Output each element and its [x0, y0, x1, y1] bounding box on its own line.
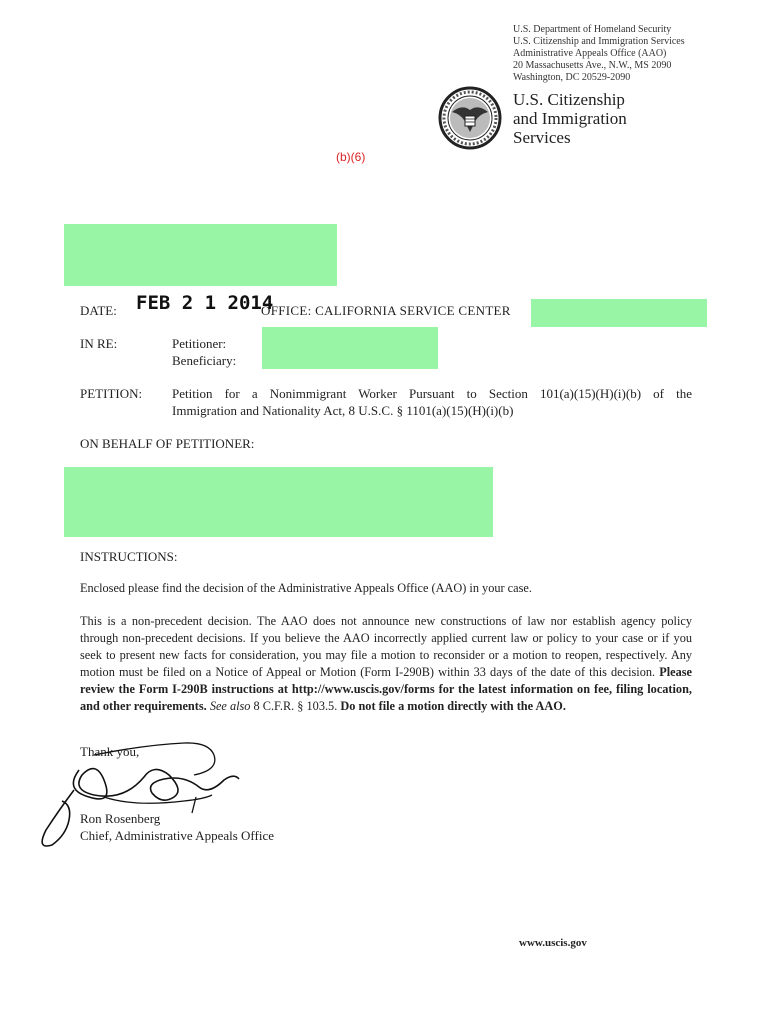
- date-label: DATE:: [80, 303, 117, 318]
- paragraph-bold-warning: Do not file a motion directly with the AAO.: [340, 699, 566, 713]
- agency-line: U.S. Citizenship: [513, 90, 625, 109]
- closing-thanks: Thank you,: [80, 744, 140, 759]
- redaction-box-address: [64, 224, 337, 286]
- office-line: [261, 303, 511, 319]
- paragraph-text: This is a non-precedent decision. The AAO does not announce new constructions of law nor establish agency policy through non-precedent decisions. If you believe the AAO incorrectly applied current law or policy to your case or if you seek to present new facts for consideration, you may file a motion to reconsider or a motion to reopen, respectively. Any motion must be filed on a Notice of Appeal or Motion (Form I-290B) within 33 days of the date of this decision.: [80, 614, 692, 679]
- petition-text-line2: Immigration and Nationality Act, 8 U.S.C. § 1101(a)(15)(H)(i)(b): [172, 403, 514, 418]
- beneficiary-label: Beneficiary:: [172, 353, 237, 368]
- instructions-heading: INSTRUCTIONS:: [80, 549, 178, 564]
- redaction-label: (b)(6): [336, 150, 366, 164]
- office-value: CALIFORNIA SERVICE CENTER: [315, 303, 511, 318]
- agency-line: Services: [513, 128, 571, 147]
- address-line: 20 Massachusetts Ave., N.W., MS 2090: [513, 60, 672, 71]
- petition-text-line1: Petition for a Nonimmigrant Worker Pursuant to Section 101(a)(15)(H)(i)(b) of the: [172, 386, 692, 401]
- paragraph-bold-instructions: Please review the Form I-290B instructions at http://www.uscis.gov/forms for the latest information on fee, filing location, and other requirements.: [80, 665, 692, 713]
- address-line: Washington, DC 20529-2090: [513, 72, 631, 83]
- address-line: U.S. Citizenship and Immigration Services: [513, 36, 685, 47]
- redaction-box-behalf: [64, 467, 493, 537]
- office-label: OFFICE:: [261, 303, 312, 318]
- petition-label: PETITION:: [80, 386, 143, 401]
- instructions-paragraph: [80, 613, 692, 715]
- in-re-label: IN RE:: [80, 336, 118, 351]
- redaction-box-office: [531, 299, 707, 327]
- agency-name: [513, 90, 627, 147]
- signer-name: Ron Rosenberg: [80, 811, 161, 826]
- paragraph-citation: 8 C.F.R. § 103.5.: [253, 699, 338, 713]
- address-line: U.S. Department of Homeland Security: [513, 24, 672, 35]
- instructions-intro: Enclosed please find the decision of the Administrative Appeals Office (AAO) in your case.: [80, 581, 532, 595]
- letterhead-address: [513, 24, 685, 84]
- redaction-box-parties: [262, 327, 438, 369]
- footer-url: www.uscis.gov: [519, 937, 587, 949]
- address-line: Administrative Appeals Office (AAO): [513, 48, 667, 59]
- date-stamp: FEB 2 1 2014: [136, 292, 274, 314]
- signer-title: Chief, Administrative Appeals Office: [80, 828, 274, 843]
- petitioner-label: Petitioner:: [172, 336, 227, 351]
- dhs-seal-icon: [438, 86, 502, 150]
- agency-line: and Immigration: [513, 109, 627, 128]
- paragraph-see-also: See also: [209, 699, 251, 713]
- on-behalf-label: ON BEHALF OF PETITIONER:: [80, 436, 255, 451]
